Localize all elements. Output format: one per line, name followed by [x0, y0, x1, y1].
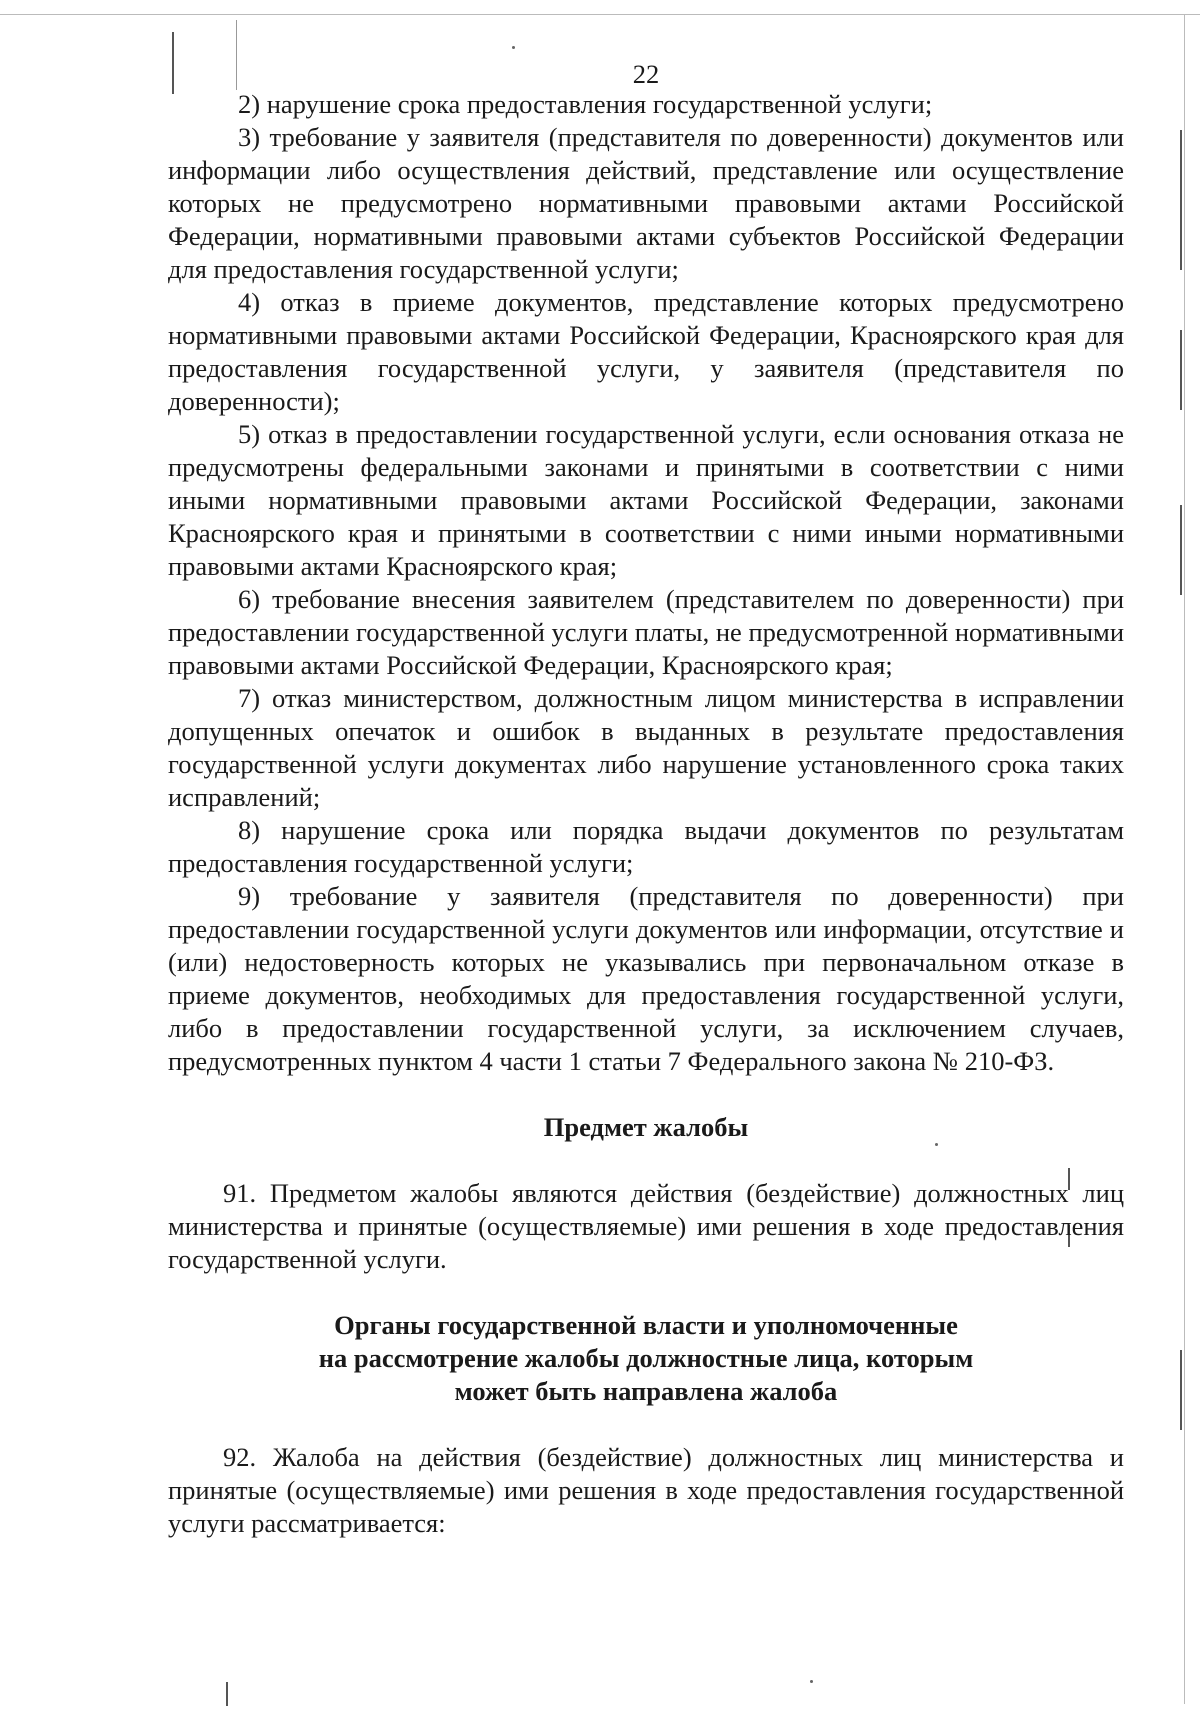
- scan-speck-1: [512, 46, 515, 49]
- document-body: [168, 58, 1124, 1540]
- list-item-2: 2) нарушение срока предоставления государственной услуги;: [238, 89, 933, 119]
- section-heading-subject: Предмет жалобы: [543, 1112, 749, 1142]
- list-item-4: 4) отказ в приеме документов, представление которых предусмотрено нормативными правовыми актами Российской Федерации, Красноярского края для предоставления государственной услуги, у заявителя (представителя по доверенности);: [168, 287, 1124, 416]
- list-item-6: 6) требование внесения заявителем (представителем по доверенности) при предоставлении государственной услуги платы, не предусмотренной нормативными правовыми актами Российской Федерации, Красноярского края;: [168, 584, 1124, 680]
- page-number: 22: [632, 59, 660, 89]
- scan-mark-right-3: [1180, 505, 1182, 595]
- list-item-5: 5) отказ в предоставлении государственной услуги, если основания отказа не предусмотрены федеральными законами и принятыми в соответствии с ними иными нормативными правовыми актами Российской Федерации, законами Красноярского края и принятыми в соответствии с ними иными нормативными правовыми актами Красноярского края;: [168, 419, 1124, 581]
- list-item-7: 7) отказ министерством, должностным лицом министерства в исправлении допущенных опечаток и ошибок в выданных в результате предоставления государственной услуги документах либо нарушение установленного срока таких исправлений;: [168, 683, 1124, 812]
- scan-border-top: [0, 14, 1200, 15]
- scan-mark-right-4: [1180, 1350, 1182, 1430]
- scan-border-right: [1184, 14, 1185, 1704]
- section-heading-authorities: [168, 1309, 1124, 1408]
- list-item-3: 3) требование у заявителя (представителя по доверенности) документов или информации либо осуществления действий, представление или осуществление которых не предусмотрено нормативными правовыми актами Российской Федерации, нормативными правовыми актами субъектов Российской Федерации для предоставления государственной услуги;: [168, 122, 1124, 284]
- paragraph-92: 92. Жалоба на действия (бездействие) должностных лиц министерства и принятые (осуществляемые) ими решения в ходе предоставления государственной услуги рассматривается:: [168, 1442, 1124, 1538]
- scan-mark-left-3: [226, 1682, 228, 1706]
- heading-line-1: Органы государственной власти и уполномоченные: [334, 1310, 958, 1340]
- paragraph-91: 91. Предметом жалобы являются действия (бездействие) должностных лиц министерства и принятые (осуществляемые) ими решения в ходе предоставления государственной услуги.: [168, 1178, 1124, 1274]
- list-item-9: 9) требование у заявителя (представителя по доверенности) при предоставлении государственной услуги документов или информации, отсутствие и (или) недостоверность которых не указывались при первоначальном отказе в приеме документов, необходимых для предоставления государственной услуги, либо в предоставлении государственной услуги, за исключением случаев, предусмотренных пунктом 4 части 1 статьи 7 Федерального закона № 210-ФЗ.: [168, 881, 1124, 1076]
- heading-line-3: может быть направлена жалоба: [454, 1376, 838, 1406]
- scan-speck-3: [810, 1680, 813, 1683]
- scan-mark-right-1: [1180, 130, 1182, 270]
- list-item-8: 8) нарушение срока или порядка выдачи документов по результатам предоставления государственной услуги;: [168, 815, 1124, 878]
- heading-line-2: на рассмотрение жалобы должностные лица, которым: [318, 1343, 974, 1373]
- scan-mark-right-2: [1180, 330, 1182, 410]
